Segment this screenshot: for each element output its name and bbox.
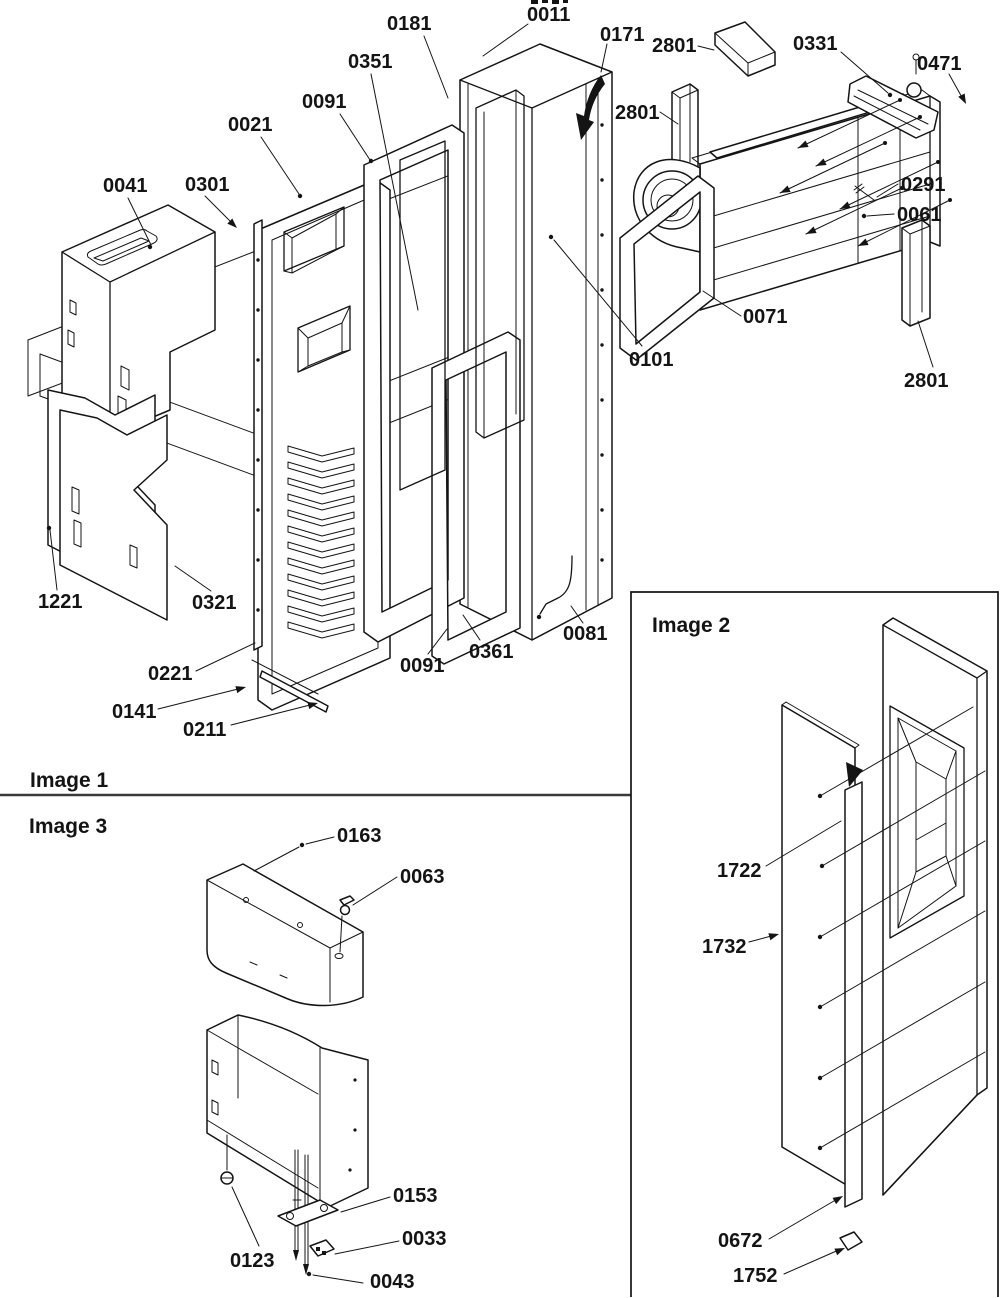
callout-0091-bottom: 0091 (400, 655, 445, 677)
callout-0041: 0041 (103, 175, 148, 197)
callout-0061: 0061 (897, 204, 942, 226)
callout-0033: 0033 (402, 1228, 447, 1250)
callout-1732: 1732 (702, 936, 747, 958)
outer-door-panel (460, 44, 612, 640)
callout-0081: 0081 (563, 623, 608, 645)
image3-detail-view (29, 815, 447, 1293)
door-shelf (207, 864, 363, 1006)
callout-0471: 0471 (917, 53, 962, 75)
trim-foot-cap (840, 1232, 862, 1250)
callout-0321: 0321 (192, 592, 237, 614)
retainer-clip (310, 1240, 334, 1256)
callout-0071: 0071 (743, 306, 788, 328)
callout-0301: 0301 (185, 174, 230, 196)
callout-0211: 0211 (183, 719, 227, 741)
callout-0153: 0153 (393, 1185, 438, 1207)
callout-0091-top: 0091 (302, 91, 347, 113)
callout-0181: 0181 (387, 13, 432, 35)
evaporator-cover-panels (48, 390, 167, 620)
callout-0171: 0171 (600, 24, 645, 46)
trim-bar-top (715, 22, 775, 76)
callout-0021: 0021 (228, 114, 273, 136)
image1-caption: Image 1 (30, 769, 109, 792)
image2-caption: Image 2 (652, 614, 731, 637)
callout-0011: 0011 (527, 4, 571, 26)
callout-0123: 0123 (230, 1250, 275, 1272)
callout-0163: 0163 (337, 825, 382, 847)
image3-caption: Image 3 (29, 815, 108, 838)
callout-0043: 0043 (370, 1271, 415, 1293)
hinge-pin-strip (254, 220, 262, 650)
callout-0291: 0291 (901, 174, 946, 196)
callout-1722: 1722 (717, 860, 762, 882)
callout-0672: 0672 (718, 1230, 763, 1252)
callout-0063: 0063 (400, 866, 445, 888)
dispenser-door (883, 618, 987, 1195)
callout-0331: 0331 (793, 33, 838, 55)
image2-inset-view (631, 592, 998, 1297)
callout-0101: 0101 (629, 349, 674, 371)
callout-0141: 0141 (112, 701, 157, 723)
callout-0221: 0221 (148, 663, 193, 685)
callout-1221: 1221 (38, 591, 83, 613)
callout-2801-left: 2801 (615, 102, 660, 124)
callout-2801-right: 2801 (904, 370, 949, 392)
door-gasket-frame (364, 125, 464, 642)
callout-0351: 0351 (348, 51, 393, 73)
callout-0361: 0361 (469, 641, 514, 663)
callout-1752: 1752 (733, 1265, 778, 1287)
callout-2801-top: 2801 (652, 35, 697, 57)
trim-strip-right (902, 220, 930, 326)
